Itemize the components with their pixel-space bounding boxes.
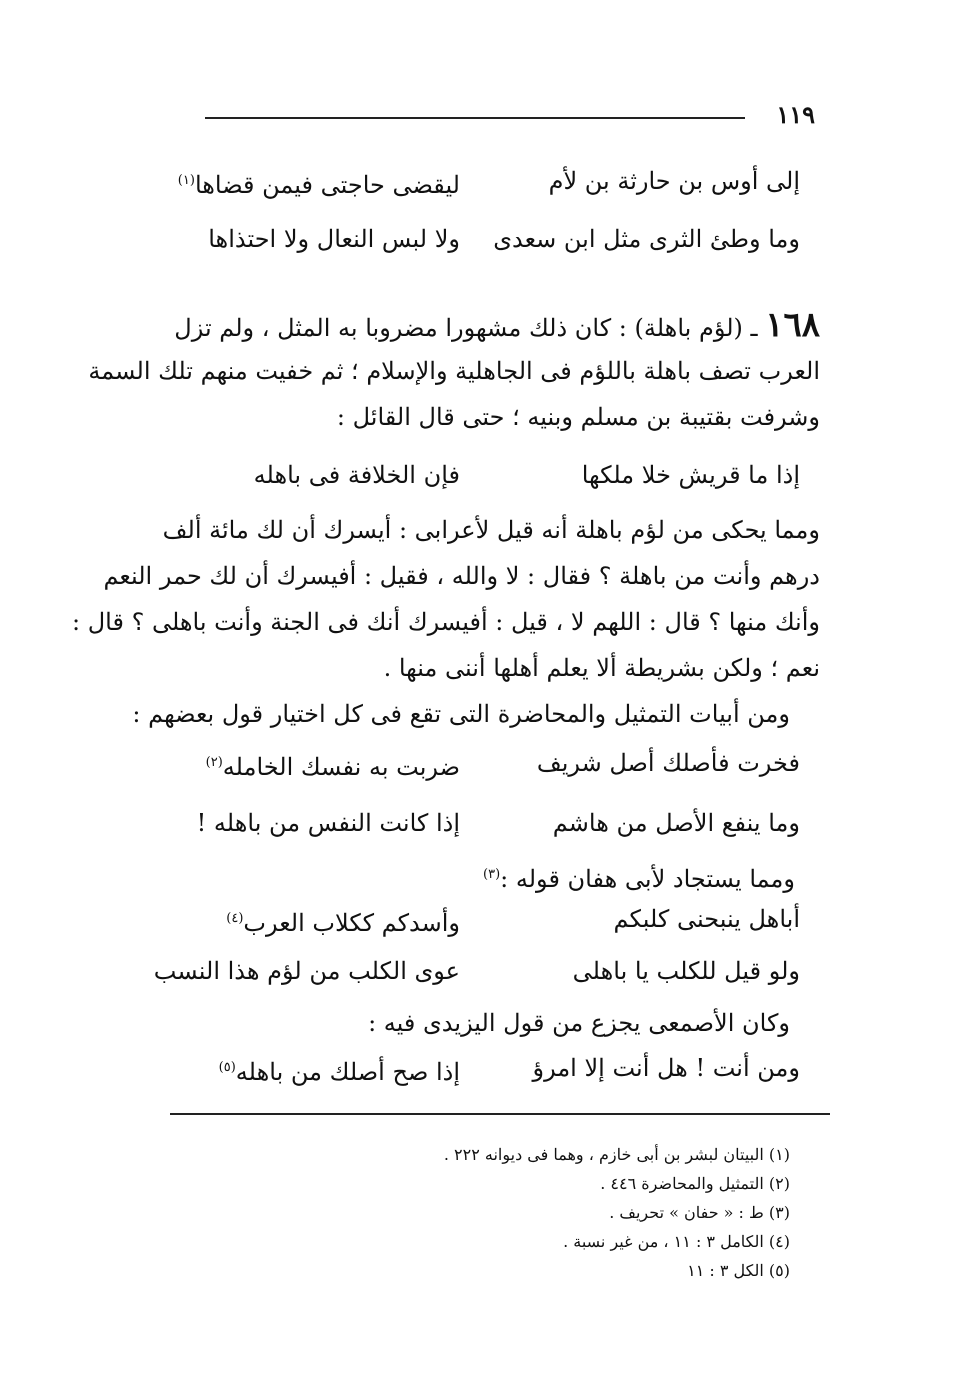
page-number: ١١٩	[776, 100, 815, 129]
verse-hemistich-first: أباهل ينبحنى كلبكم	[613, 905, 800, 933]
verse-hemistich-second: إذا كانت النفس من باهله !	[196, 809, 460, 837]
anecdote-line: ومما يحكى من لؤم باهلة أنه قيل لأعرابى : أيسرك أن لك مائة ألف	[162, 516, 820, 544]
footnote-marker: (١)	[177, 173, 195, 188]
footnote-marker: (٤)	[226, 911, 244, 926]
verse-hemistich-second: ضربت به نفسك الخامله	[222, 753, 460, 781]
verse-hemistich-second: فإن الخلافة فى باهله	[253, 461, 460, 489]
verse-line	[130, 452, 830, 498]
footnote: (٥) الكل ٣ : ١١	[687, 1261, 790, 1280]
footnotes	[290, 1140, 790, 1285]
anecdote-line: ومن أبيات التمثيل والمحاضرة التى تقع فى كل اختيار قول بعضهم :	[132, 700, 790, 728]
intro-text: ومما يستجاد لأبى هفان قوله :	[500, 865, 795, 893]
verse-line	[130, 948, 830, 994]
anecdote-line: وأنك منها ؟ قال : اللهم لا ، قيل : أفيسرك أنك فى الجنة وأنت باهلى ؟ قال :	[72, 608, 820, 636]
verse-line	[130, 896, 830, 942]
verse-hemistich-second: وأسدكم ككلاب العرب	[243, 909, 460, 937]
anecdote-line: درهم وأنت من باهلة ؟ فقال : لا والله ، فقيل : أفيسرك أن لك حمر النعم	[103, 562, 820, 590]
verse-hemistich-first: فخرت فأصلك أصل شريف	[536, 749, 800, 777]
entry-text-line: ـ (لؤم باهلة) : كان ذلك مشهورا مضروبا به المثل ، ولم تزل	[174, 314, 758, 342]
intro-line	[170, 852, 820, 898]
verse-hemistich-first: إذا ما قريش خلا ملكها	[581, 461, 800, 489]
entry-paragraph	[88, 302, 820, 440]
footnote: (٤) الكامل ٣ : ١١ ، من غير نسبة .	[563, 1232, 790, 1251]
verse-hemistich-second: إذا صح أصلك من باهله	[235, 1058, 460, 1086]
intro-text: وكان الأصمعى يجزع من قول اليزيدى فيه :	[368, 1009, 790, 1037]
verse-hemistich-first: ومن أنت ! هل أنت إلا امرؤ	[532, 1054, 800, 1082]
footnote: (٣) ط : « حفان » تحريف .	[609, 1203, 790, 1222]
verse-line	[130, 158, 830, 204]
footnote-marker: (٢)	[205, 755, 223, 770]
verse-line	[130, 740, 830, 786]
footnote-marker: (٥)	[218, 1060, 236, 1075]
entry-text-line: وشرفت بقتيبة بن مسلم وبنيه ؛ حتى قال القائل :	[336, 403, 820, 431]
header-rule	[205, 117, 745, 119]
verse-hemistich-second: ولا لبس النعال ولا احتذاها	[208, 225, 460, 253]
verse-hemistich-second: عوى الكلب من لؤم هذا النسب	[153, 957, 460, 985]
verse-hemistich-first: وما ينفع الأصل من هاشم	[552, 809, 800, 837]
verse-hemistich-second: ليقضى حاجتى فيمن قضاها	[194, 171, 460, 199]
verse-line	[130, 216, 830, 262]
footnote: (١) البيتان لبشر بن أبى خازم ، وهما فى ديوانه ٢٢٢ .	[443, 1145, 790, 1164]
verse-hemistich-first: إلى أوس بن حارثة بن لأم	[548, 167, 800, 195]
footnote-marker: (٣)	[483, 867, 501, 882]
intro-line	[170, 1000, 820, 1046]
anecdote-line: نعم ؛ ولكن بشريطة ألا يعلم أهلها أننى منها .	[383, 654, 820, 682]
verse-hemistich-first: ولو قيل للكلب يا باهلى	[572, 957, 800, 985]
page-header	[205, 100, 815, 130]
anecdote-paragraph	[72, 507, 820, 737]
footnote: (٢) التمثيل والمحاضرة ٤٤٦ .	[600, 1174, 790, 1193]
entry-text-line: العرب تصف باهلة باللؤم فى الجاهلية والإسلام ؛ ثم خفيت منهم تلك السمة	[88, 357, 820, 385]
verse-line	[130, 1045, 830, 1091]
footnote-rule	[170, 1113, 830, 1115]
entry-number: ١٦٨	[765, 305, 820, 345]
verse-hemistich-first: وما وطئ الثرى مثل ابن سعدى	[493, 225, 800, 253]
verse-line	[130, 800, 830, 846]
